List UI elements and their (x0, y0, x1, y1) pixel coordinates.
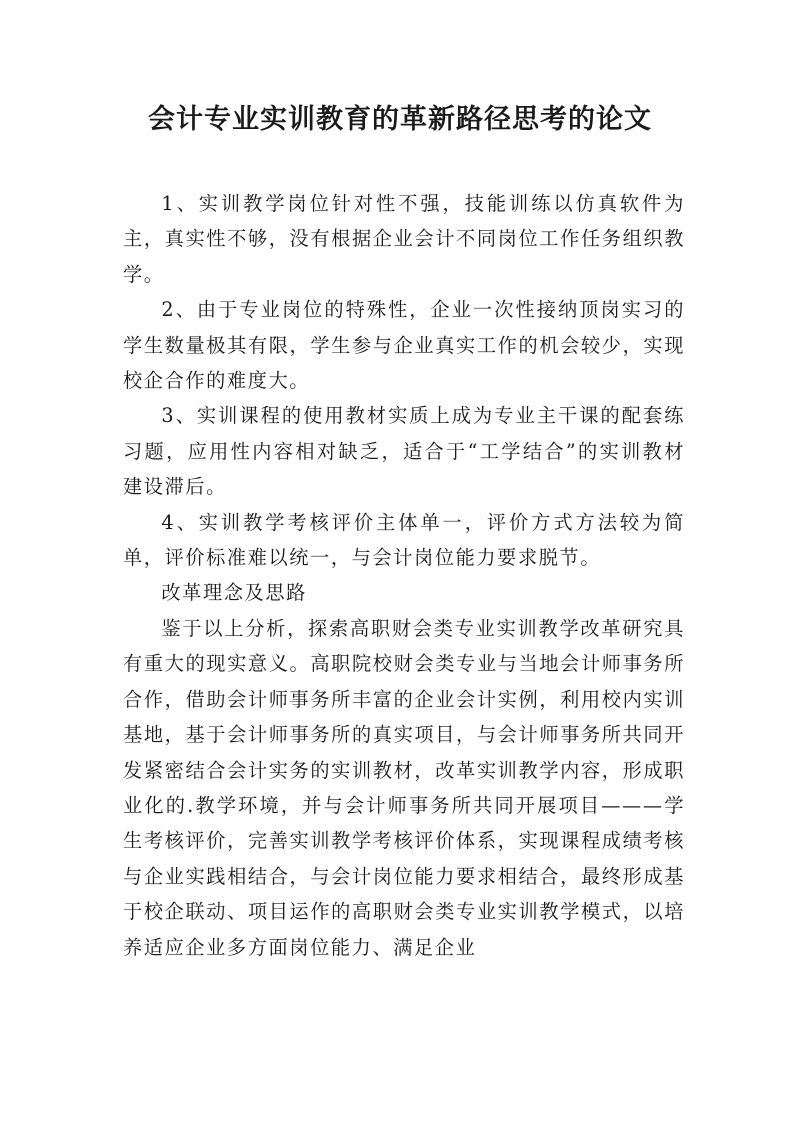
paragraph-1: 1、实训教学岗位针对性不强，技能训练以仿真软件为主，真实性不够，没有根据企业会计不同岗位工作任务组织教学。 (123, 192, 685, 286)
section-heading: 改革理念及思路 (161, 581, 307, 605)
paragraph-4: 4、实训教学考核评价主体单一，评价方式方法较为简单，评价标准难以统一，与会计岗位能力要求脱节。 (123, 510, 685, 570)
paragraph-2: 2、由于专业岗位的特殊性，企业一次性接纳顶岗实习的学生数量极其有限，学生参与企业真实工作的机会较少，实现校企合作的难度大。 (123, 298, 685, 393)
document-body (123, 186, 685, 965)
document-title: 会计专业实训教育的革新路径思考的论文 (148, 104, 652, 135)
paragraph-5: 鉴于以上分析，探索高职财会类专业实训教学改革研究具有重大的现实意义。高职院校财会类专业与当地会计师事务所合作，借助会计师事务所丰富的企业会计实例，利用校内实训基地，基于会计师事务所的真实项目，与会计师事务所共同开发紧密结合会计实务的实训教材，改革实训教学内容，形成职业化的.教学环境，并与会计师事务所共同开展项目———学生考核评价，完善实训教学考核评价体系，实现课程成绩考核与企业实践相结合，与会计岗位能力要求相结合，最终形成基于校企联动、项目运作的高职财会类专业实训教学模式，以培养适应企业多方面岗位能力、满足企业 (123, 616, 685, 959)
paragraph-3: 3、实训课程的使用教材实质上成为专业主干课的配套练习题，应用性内容相对缺乏，适合于“工学结合”的实训教材建设滞后。 (123, 404, 685, 499)
